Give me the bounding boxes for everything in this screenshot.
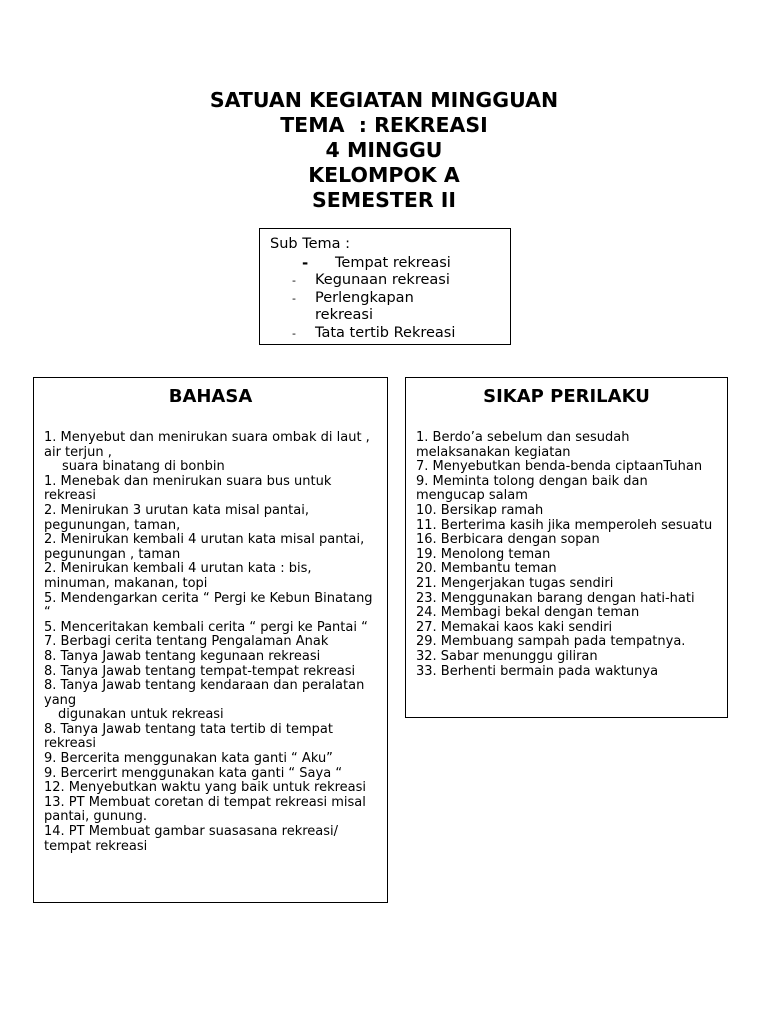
list-item: 5. Menceritakan kembali cerita “ pergi ke Pantai “ — [44, 619, 368, 635]
list-item: 1. Menyebut dan menirukan suara ombak di laut , air terjun , — [44, 430, 370, 460]
subtema-item-text: Tata tertib Rekreasi — [315, 324, 456, 341]
list-item: 14. PT Membuat gambar suasasana rekreasi/ tempat rekreasi — [44, 824, 339, 854]
title-line-5: SEMESTER II — [311, 188, 457, 212]
list-item: 9. Meminta tolong dengan baik dan mengucap salam — [416, 473, 648, 504]
list-item: 8. Tanya Jawab tentang tata tertib di tempat rekreasi — [44, 721, 333, 752]
title-line-1: SATUAN KEGIATAN MINGGUAN — [209, 88, 559, 112]
bahasa-title: BAHASA — [168, 386, 253, 407]
subtema-item — [270, 255, 498, 273]
list-item: 20. Membantu teman — [416, 561, 557, 577]
document-title — [0, 88, 768, 213]
list-item: 9. Bercerirt menggunakan kata ganti “ Saya “ — [44, 765, 343, 781]
list-item: 1. Menebak dan menirukan suara bus untuk rekreasi — [44, 473, 332, 504]
subtema-box — [259, 228, 511, 345]
bahasa-list — [34, 431, 387, 854]
subtema-item — [270, 272, 498, 290]
list-item: 7. Berbagi cerita tentang Pengalaman Anak — [44, 634, 329, 650]
subtema-item — [270, 290, 498, 325]
bahasa-box — [33, 377, 388, 903]
subtema-bullet: - — [292, 274, 296, 287]
list-item: 33. Berhenti bermain pada waktunya — [416, 663, 659, 679]
subtema-item-text: Perlengkapan rekreasi — [315, 289, 414, 323]
list-item: 16. Berbicara dengan sopan — [416, 532, 600, 548]
list-item: 8. Tanya Jawab tentang kegunaan rekreasi — [44, 648, 321, 664]
subtema-list — [270, 255, 510, 343]
subtema-heading: Sub Tema : — [270, 236, 351, 252]
list-item: 24. Membagi bekal dengan teman — [416, 605, 640, 621]
list-item: 9. Bercerita menggunakan kata ganti “ Aku” — [44, 751, 333, 767]
sikap-perilaku-box — [405, 377, 728, 718]
title-line-4: KELOMPOK A — [308, 163, 460, 187]
list-item: 8. Tanya Jawab tentang kendaraan dan peralatan yang — [44, 678, 365, 708]
list-item: 12. Menyebutkan waktu yang baik untuk rekreasi — [44, 780, 367, 796]
list-item: 29. Membuang sampah pada tempatnya. — [416, 634, 686, 650]
list-item: 32. Sabar menunggu giliran — [416, 648, 598, 664]
list-item: 23. Menggunakan barang dengan hati-hati — [416, 590, 695, 606]
subtema-bullet: - — [292, 326, 296, 340]
list-item: 11. Berterima kasih jika memperoleh sesuatu — [416, 517, 713, 533]
list-item: 7. Menyebutkan benda-benda ciptaanTuhan — [416, 459, 703, 475]
subtema-bullet: - — [292, 291, 296, 305]
list-item: 8. Tanya Jawab tentang tempat-tempat rekreasi — [44, 663, 356, 679]
sikap-list — [406, 431, 727, 679]
subtema-bullet: - — [302, 253, 309, 272]
list-item: 27. Memakai kaos kaki sendiri — [416, 619, 613, 635]
subtema-item — [270, 325, 498, 343]
list-item: 21. Mengerjakan tugas sendiri — [416, 575, 614, 591]
list-item: 5. Mendengarkan cerita “ Pergi ke Kebun Binatang “ — [44, 590, 373, 621]
list-item: 2. Menirukan kembali 4 urutan kata misal pantai, pegunungan , taman — [44, 532, 365, 562]
title-line-2: TEMA : REKREASI — [280, 113, 488, 137]
title-line-3: 4 MINGGU — [325, 138, 443, 162]
list-item: 2. Menirukan 3 urutan kata misal pantai, pegunungan, taman, — [44, 502, 309, 533]
subtema-item-text: Kegunaan rekreasi — [315, 272, 450, 288]
list-item: 13. PT Membuat coretan di tempat rekreasi misal pantai, gunung. — [44, 794, 366, 825]
list-item: 2. Menirukan kembali 4 urutan kata : bis, minuman, makanan, topi — [44, 561, 312, 591]
sikap-title: SIKAP PERILAKU — [483, 386, 650, 407]
list-item: 1. Berdo’a sebelum dan sesudah melaksanakan kegiatan — [416, 430, 630, 460]
list-item: 19. Menolong teman — [416, 546, 551, 562]
list-item: suara binatang di bonbin — [62, 459, 225, 475]
list-item: 10. Bersikap ramah — [416, 502, 544, 518]
subtema-item-text: Tempat rekreasi — [335, 254, 451, 271]
list-item: digunakan untuk rekreasi — [58, 707, 224, 723]
